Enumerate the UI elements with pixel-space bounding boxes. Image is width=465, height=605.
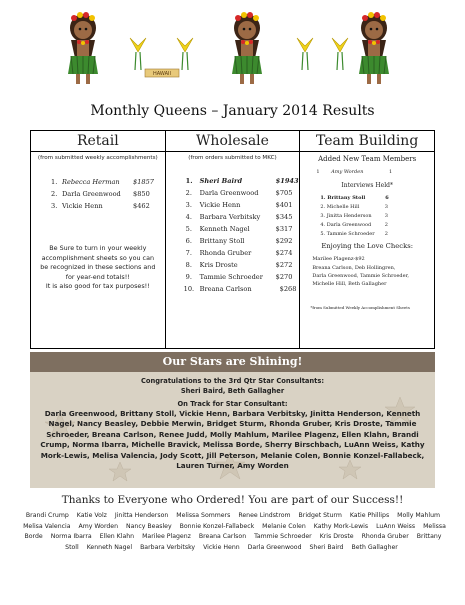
ordered-name: Amy Worden xyxy=(78,522,119,530)
stars-congrats: Congratulations to the 3rd Qtr Star Consultants: xyxy=(140,377,325,385)
interview-row: 5. Tammie Schroeder 2 xyxy=(320,231,388,237)
ordered-name: Bridget Sturm xyxy=(298,512,342,519)
stars-title: Our Stars are Shining! xyxy=(30,352,435,372)
love-checks-line: Breana Carlson, Deb Hollingren, xyxy=(312,265,396,271)
interview-row: 1. Brittany Stoll 6 xyxy=(320,195,389,201)
ordered-name: Beth Gallagher xyxy=(351,543,398,551)
ordered-name: Brandi Crump xyxy=(25,512,69,519)
ordered-name: Breana Carlson xyxy=(198,533,247,540)
ordered-name: Melanie Colen xyxy=(262,522,306,530)
on-track-title: On Track for Star Consultant: xyxy=(177,400,288,408)
ordered-name: Katie Phillips xyxy=(349,512,390,519)
ordered-name: Katie Volz xyxy=(76,512,107,519)
ordered-name: Darla Greenwood xyxy=(247,543,302,551)
results-table xyxy=(30,130,435,349)
love-checks-line: Darla Greenwood, Tammie Schroeder, xyxy=(312,273,410,279)
love-checks-line: Michelle Hill, Beth Gallagher xyxy=(312,281,387,287)
love-checks-line: Marilee Plagenz-$92 xyxy=(312,256,365,262)
ordered-name: Kathy Mork-Lewis xyxy=(313,522,369,530)
ordered-name: Vickie Henn xyxy=(203,543,240,551)
team-footnote: *from Submitted Weekly Accomplishment Sheets xyxy=(310,305,410,310)
ordered-name: Brittany Stoll xyxy=(65,533,442,551)
retail-note: Be Sure to turn in your weekly accomplishment sheets so you can be recognized in these sections and for year-end totals!! It is also good for tax purposes!! xyxy=(40,244,156,290)
added-team-row: 1 Amy Worden 1 xyxy=(316,169,393,175)
ordered-name: Ellen Klahn xyxy=(99,533,135,540)
on-track-names: Darla Greenwood, Brittany Stoll, Vickie Henn, Barbara Verbitsky, Jinitta Henderson, Kenneth Nagel, Nancy Beasley, Debbie Merwin, Bridget Sturm, Rhonda Gruber, Kris Droste, Tammie Schroeder, Breana Carlson, Renee Judd, Molly Mahlum, Marilee Plagenz, Ellen Klahn, Brandi Crump, Norma Ibarra, Michelle Bravick, Melissa Borde, Sherry Birschbach, LuAnn Weiss, Kathy Mork-Lewis, Melisa Valencia, Jody Scott, Jill Peterson, Melanie Colen, Bonnie Konzel-Fallabeck, Lauren Turner, Amy Worden xyxy=(40,409,425,471)
ordered-name: Melissa Sommers xyxy=(176,512,231,519)
wholesale-column: (from orders submitted to MKC) 1. Sheri Baird $1943 2. Darla Greenwood $705 3. Vickie Henn $401 4. Barbara Verbitsky $345 5. Kenneth Nagel $317 6. Brittany Stoll $292 7. Rhonda Gruber $274 8. Kris Droste $272 9. Tammie Schroeder $270 10. Breana Carlson $268 xyxy=(166,155,300,348)
hula-banner-art xyxy=(0,0,465,98)
star-consultants: Sheri Baird, Beth Gallagher xyxy=(180,387,285,395)
ordered-name: Rhonda Gruber xyxy=(361,533,409,540)
interview-row: 3. Jinitta Henderson 3 xyxy=(320,213,388,219)
wholesale-subheading: (from orders submitted to MKC) xyxy=(188,155,277,161)
ordered-name: Jinitta Henderson xyxy=(114,512,169,519)
ordered-name: Norma Ibarra xyxy=(50,533,92,540)
ordered-name: Tammie Schroeder xyxy=(254,533,312,540)
ordered-name: Kris Droste xyxy=(319,533,354,540)
thanks-heading: Thanks to Everyone who Ordered! You are part of our Success!! xyxy=(61,494,404,506)
ordered-name: Barbara Verbitsky xyxy=(140,543,196,551)
interview-row: 2. Michelle Hill 3 xyxy=(320,204,388,210)
love-checks-title: Enjoying the Love Checks: xyxy=(321,242,413,250)
ordered-name: Nancy Beasley xyxy=(126,522,172,530)
stars-section xyxy=(30,352,435,488)
ordered-name: Melissa Borde xyxy=(24,522,446,540)
ordered-name: Kenneth Nagel xyxy=(86,543,133,551)
ordered-name: Molly Mahlum xyxy=(397,512,441,519)
ordered-name: Bonnie Konzel-Fallabeck xyxy=(179,522,255,530)
hawaii-sign-text: HAWAII xyxy=(153,71,171,77)
ordered-name: Sheri Baird xyxy=(309,543,344,551)
ordered-name: LuAnn Weiss xyxy=(376,522,416,530)
ordered-name: Marilee Plagenz xyxy=(142,533,191,540)
retail-heading: Retail xyxy=(31,131,166,152)
wholesale-heading: Wholesale xyxy=(165,131,300,152)
team-building-column xyxy=(300,152,434,345)
ordered-names xyxy=(18,511,448,553)
page-title: Monthly Queens – January 2014 Results xyxy=(90,103,375,119)
ordered-name: Renee Lindstrom xyxy=(238,512,291,519)
added-team-title: Added New Team Members xyxy=(318,155,417,163)
team-building-heading: Team Building xyxy=(300,131,435,152)
interview-row: 4. Darla Greenwood 2 xyxy=(320,222,388,228)
retail-column: (from submitted weekly accomplishments) 1. Rebecca Herman $1857 2. Darla Greenwood $850 3. Vickie Henn $462 Be Sure to turn in your weekly accomplishment sheets so you can be recognized in these sections and for year-end totals!! It is also good for tax purposes!! xyxy=(31,155,165,348)
interviews-title: Interviews Held* xyxy=(341,182,393,189)
ordered-name: Melisa Valencia xyxy=(23,522,71,530)
retail-subheading: (from submitted weekly accomplishments) xyxy=(37,155,158,161)
